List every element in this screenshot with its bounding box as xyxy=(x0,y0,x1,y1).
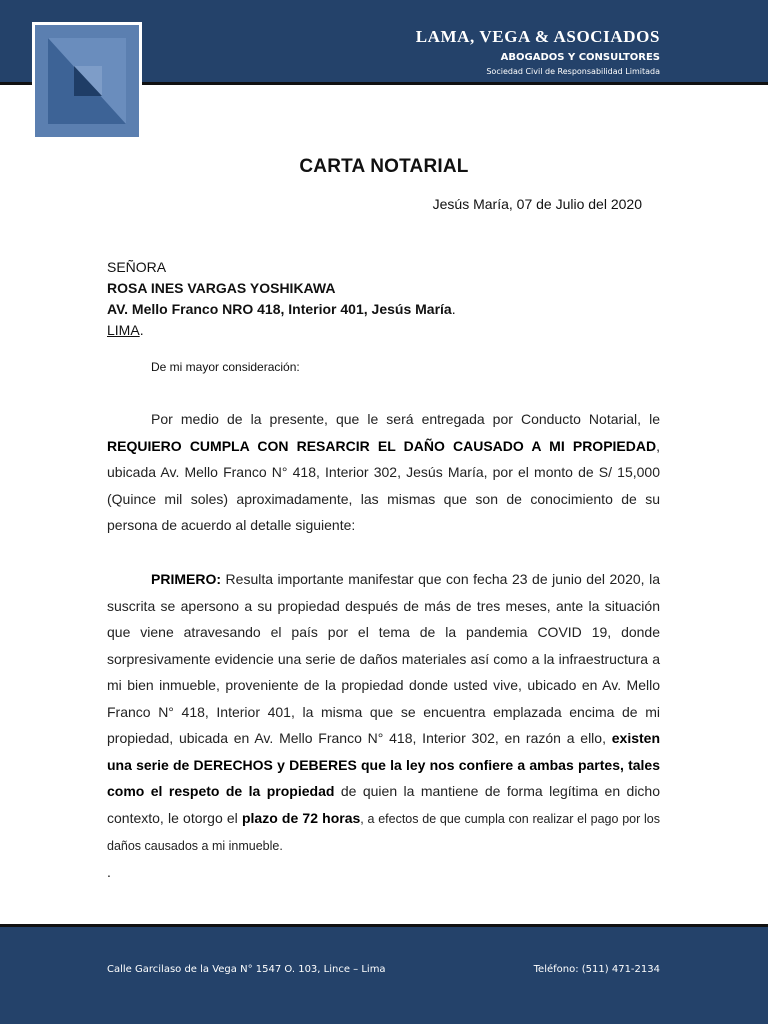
footer-phone: Teléfono: (511) 471-2134 xyxy=(533,964,660,975)
addressee-name: ROSA INES VARGAS YOSHIKAWA xyxy=(107,280,336,296)
firm-legal-type: Sociedad Civil de Responsabilidad Limitada xyxy=(486,67,660,76)
letter-date: Jesús María, 07 de Julio del 2020 xyxy=(432,196,642,212)
firm-logo-icon xyxy=(32,22,142,140)
addressee-address-line xyxy=(107,299,456,320)
paragraph-primero xyxy=(107,566,660,860)
paragraph1-emphasis: REQUIERO CUMPLA CON RESARCIR EL DAÑO CAUSADO A MI PROPIEDAD xyxy=(107,437,657,454)
logo-graphic xyxy=(32,22,142,140)
addressee-block xyxy=(107,257,456,341)
addressee-honorific: SEÑORA xyxy=(107,259,167,275)
addressee-city: LIMA xyxy=(107,322,140,338)
addressee-city-period: . xyxy=(139,322,144,338)
firm-name: LAMA, VEGA & ASOCIADOS xyxy=(415,27,660,46)
firm-subtitle: ABOGADOS Y CONSULTORES xyxy=(500,52,660,63)
trailing-period: . xyxy=(107,864,111,880)
footer-address: Calle Garcilaso de la Vega N° 1547 O. 103, Lince – Lima xyxy=(107,964,386,975)
paragraph2-emphasis-deadline: plazo de 72 horas xyxy=(241,809,361,826)
letter-title: CARTA NOTARIAL xyxy=(299,156,469,177)
paragraph1-rest: , ubicada Av. Mello Franco N° 418, Interior 302, Jesús María, por el monto de S/ 15,000 (Quince mil soles) aproximadamente, las mismas que son de conocimiento de su persona de acuerdo al detalle siguiente: xyxy=(107,437,660,533)
paragraph2-label: PRIMERO: xyxy=(151,571,221,587)
addressee-address-period: . xyxy=(451,301,456,317)
paragraph2-text2: de quien la mantiene de forma legítima en dicho contexto, le otorgo el xyxy=(107,783,661,826)
paragraph1-lead: Por medio de la presente, que le será entregada por Conducto Notarial, le xyxy=(151,411,660,427)
addressee-address: AV. Mello Franco NRO 418, Interior 401, Jesús María xyxy=(107,301,452,317)
salutation: De mi mayor consideración: xyxy=(151,360,300,374)
letterhead-footer xyxy=(0,927,768,1024)
addressee-city-line xyxy=(107,320,456,341)
firm-identity xyxy=(416,26,660,78)
paragraph2-text1: Resulta importante manifestar que con fecha 23 de junio del 2020, la suscrita se apersono a su propiedad después de más de tres meses, ante la situación que viene atravesando el país por el tema de la pandemia COVID 19, donde sorpresivamente evidencie una serie de daños materiales así como a la infraestructura a mi bien inmueble, proveniente de la propiedad donde usted vive, ubicado en Av. Mello Franco N° 418, Interior 401, la misma que se encuentra emplazada encima de mi propiedad, ubicada en Av. Mello Franco N° 418, Interior 302, en razón a ello, xyxy=(107,571,660,746)
paragraph2-text3: , a efectos de que cumpla con realizar el pago por los daños causados a mi inmueble. xyxy=(107,811,660,853)
paragraph2-emphasis-rights: existen una serie de DERECHOS y DEBERES que la ley nos confiere a ambas partes, tales como el respeto de la propiedad xyxy=(107,730,660,799)
paragraph-requirement xyxy=(107,406,660,539)
